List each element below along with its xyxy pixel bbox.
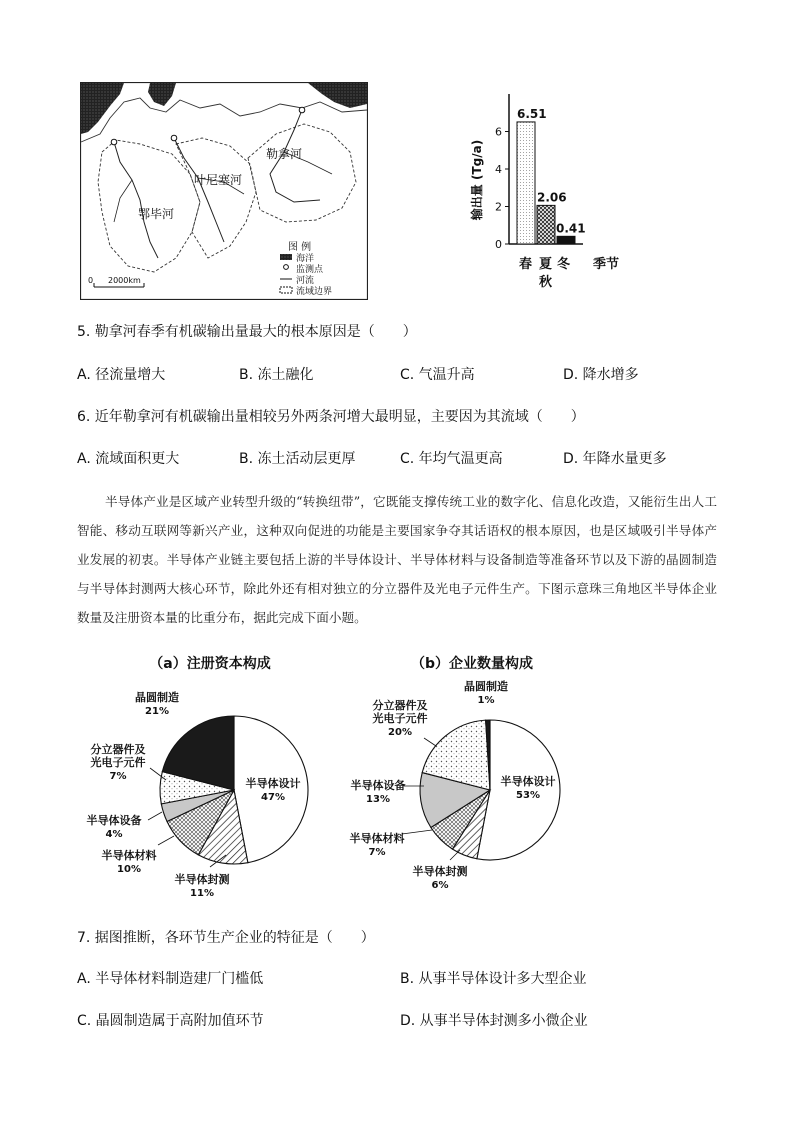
bar-value-label-0: 6.51 [517,106,547,121]
pie-title: （b）企业数量构成 [410,656,534,672]
pie-label-text: 分立器件及 [372,699,428,712]
scale-zero: 0 [88,276,94,285]
scale-label: 2000km [108,276,141,285]
pie-label-text: 晶圆制造 [135,691,179,704]
q5-option-c[interactable]: C. 气温升高 [400,367,475,383]
pie-label-5 [464,679,508,706]
pie-label-text: 分立器件及 [90,743,146,756]
q6-stem: 6. 近年勒拿河有机碳输出量相较另外两条河增大最明显，主要因为其流域（ ） [77,409,585,425]
pie-label-value: 53% [516,790,540,801]
pie-label-text: 半导体设计 [500,775,556,788]
pie-label-value: 11% [190,888,214,899]
pie-label-2 [102,848,157,875]
pie-label-value: 4% [105,829,123,840]
bar-category-label-3: 秋 [539,275,553,288]
pie-chart-enterprise-count [340,650,600,900]
bar-0 [517,122,535,244]
pie-label-text: 半导体封测 [412,865,468,878]
q5-option-d[interactable]: D. 降水增多 [563,367,639,383]
q5-stem: 5. 勒拿河春季有机碳输出量最大的根本原因是（ ） [77,324,417,340]
pie-label-2 [350,831,405,858]
q7-option-b[interactable]: B. 从事半导体设计多大型企业 [400,971,587,987]
pie-label-text: 半导体设备 [350,779,406,792]
pie-label-text: 光电子元件 [372,712,428,725]
pie-label-text: 晶圆制造 [464,680,508,693]
bar-ytick-label: 2 [495,200,502,214]
monitor-point-ob [111,139,117,145]
q7-option-d[interactable]: D. 从事半导体封测多小微企业 [400,1013,588,1029]
pie-leader-line [158,836,174,845]
bar-category-label-1: 夏 [539,257,553,272]
q7-option-c[interactable]: C. 晶圆制造属于高附加值环节 [77,1013,264,1029]
pie-label-3 [351,778,406,805]
pie-label-1 [413,864,468,891]
pie-label-value: 7% [368,847,386,858]
pie-label-value: 7% [109,771,127,782]
bar-value-label-1: 2.06 [537,190,567,205]
legend-monitor: 监测点 [296,265,324,275]
pie-title: （a）注册资本构成 [149,656,271,672]
q5-option-a[interactable]: A. 径流量增大 [77,367,166,383]
label-ob: 鄂毕河 [138,207,175,221]
river-basin-map [80,82,368,300]
bar-ytick-label: 0 [495,238,502,251]
passage-text: 半导体产业是区域产业转型升级的“转换纽带”，它既能支撑传统工业的数字化、信息化改造，又能衍生出人工智能、移动互联网等新兴产业，这种双向促进的功能是主要国家争夺其话语权的根本原因，也是区域吸引半导体产业发展的初衷。半导体产业链主要包括上游的半导体设计、半导体材料与设备制造等准备环节以及下游的晶圆制造与半导体封测两大核心环节，除此外还有相对独立的分立器件及光电子元件生产。下图示意珠三角地区半导体企业数量及注册资本量的比重分布，据此完成下面小题。 [77,494,717,625]
pie-label-value: 10% [117,864,141,875]
monitor-point-yenisei [171,135,177,141]
bar-2 [557,236,575,244]
bar-1 [537,205,555,244]
pie-label-text: 半导体设备 [86,814,142,827]
pie-leader-line [424,738,436,746]
pie-leader-line [148,812,162,820]
legend-sea: 海洋 [296,254,315,264]
q6-option-c[interactable]: C. 年均气温更高 [400,451,503,467]
pie-label-1 [175,872,230,899]
label-lena: 勒拿河 [266,147,303,161]
q6-option-b[interactable]: B. 冻土活动层更厚 [239,451,356,467]
pie-label-text: 半导体材料 [349,832,405,845]
pie-label-4 [91,742,146,782]
pie-label-3 [87,813,142,840]
pie-label-value: 1% [477,695,495,706]
bar-category-label-0: 春 [519,257,533,272]
pie-leader-line [402,830,432,834]
pie-label-text: 半导体设计 [245,777,301,790]
pie-label-4 [373,698,428,738]
q5-option-b[interactable]: B. 冻土融化 [239,367,314,383]
legend-boundary: 流域边界 [296,287,333,297]
pie-label-text: 光电子元件 [90,756,146,769]
bar-xlabel: 季节 [593,257,620,272]
q7-option-a[interactable]: A. 半导体材料制造建厂门槛低 [77,971,264,987]
pie-label-value: 21% [145,706,169,717]
pie-label-value: 13% [366,794,390,805]
pie-label-text: 半导体材料 [101,849,157,862]
bar-ytick-label: 4 [495,163,502,176]
q6-option-d[interactable]: D. 年降水量更多 [563,451,667,467]
q6-option-a[interactable]: A. 流域面积更大 [77,451,180,467]
pie-leader-line [450,850,460,860]
seasonal-output-bar-chart [465,88,640,288]
legend-title: 图 例 [288,242,312,253]
bar-ylabel: 输出量 (Tg/a) [470,139,484,221]
q7-stem: 7. 据图推断，各环节生产企业的特征是（ ） [77,930,375,946]
pie-chart-registered-capital [78,650,338,910]
legend-river: 河流 [296,276,315,286]
pie-label-text: 半导体封测 [174,873,230,886]
pie-label-value: 20% [388,727,412,738]
bar-ytick-label: 6 [495,125,502,139]
map-frame [81,83,368,300]
pie-label-value: 47% [261,792,285,803]
pie-label-5 [135,690,179,717]
passage [77,487,717,632]
bar-category-label-2: 冬 [557,257,571,272]
bar-value-label-2: 0.41 [556,221,586,236]
monitor-point-lena [299,107,305,113]
label-yenisei: 叶尼塞河 [194,173,243,187]
pie-label-value: 6% [431,880,449,891]
